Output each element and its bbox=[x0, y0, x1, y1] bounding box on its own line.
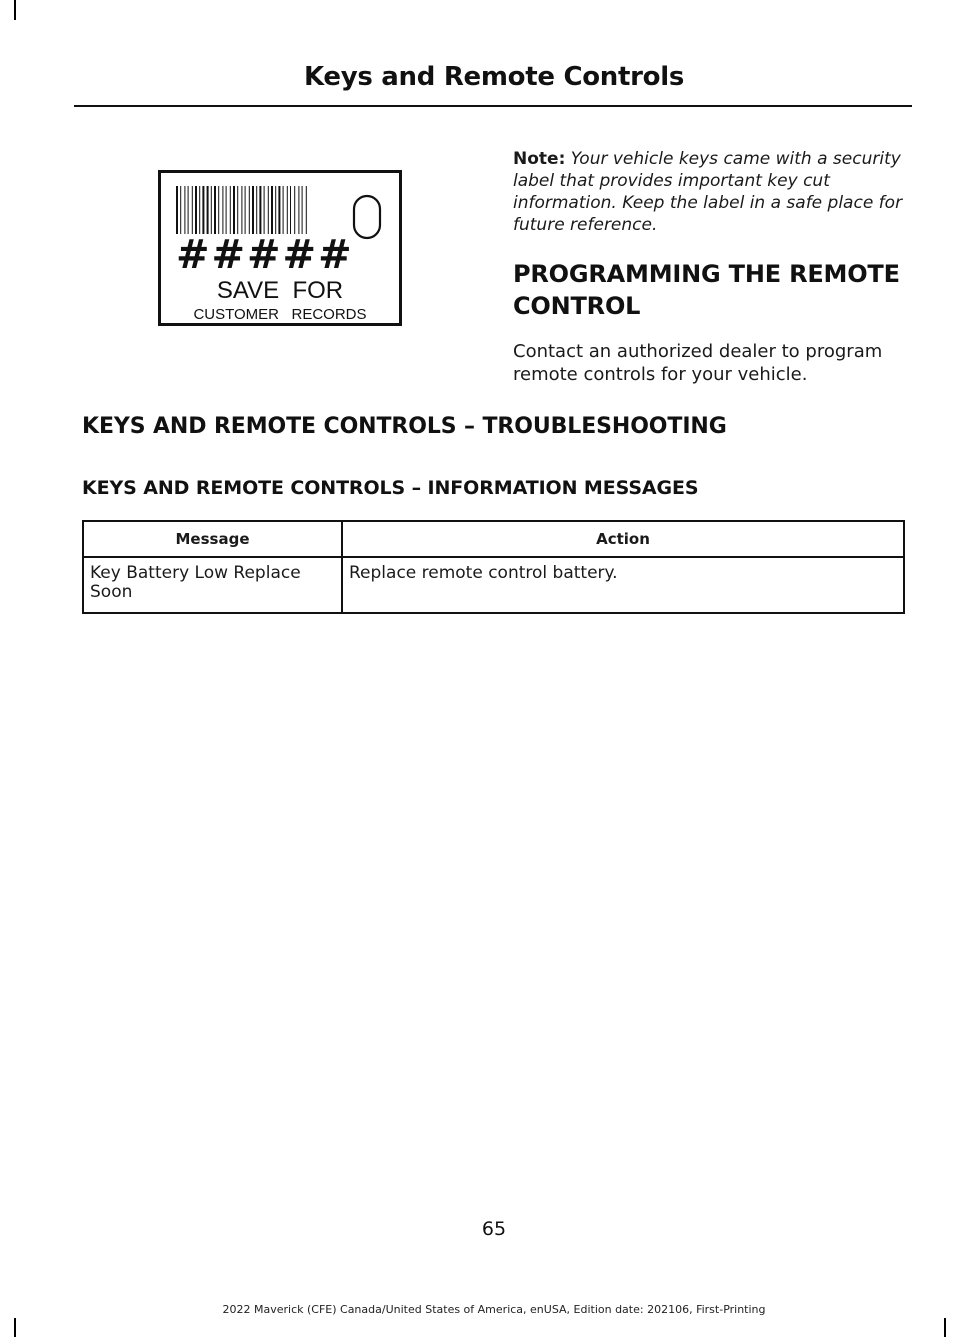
barcode-bar bbox=[268, 186, 269, 234]
page-number: 65 bbox=[481, 1218, 507, 1240]
table-row bbox=[83, 557, 904, 613]
barcode-bar bbox=[275, 186, 276, 234]
save-for-text: SAVE FOR bbox=[216, 277, 344, 304]
barcode-bar bbox=[245, 186, 246, 234]
barcode-bar bbox=[214, 186, 216, 234]
barcode-bar bbox=[264, 186, 265, 234]
security-code-placeholder: ##### bbox=[176, 232, 354, 278]
barcode-bar bbox=[211, 186, 212, 234]
barcode-bar bbox=[252, 186, 254, 234]
security-note bbox=[513, 148, 908, 236]
barcode-bar bbox=[207, 186, 209, 234]
programming-heading bbox=[513, 258, 913, 322]
barcode-bar bbox=[180, 186, 181, 234]
crop-mark-top-left bbox=[14, 0, 16, 20]
barcode-bar bbox=[271, 186, 273, 234]
note-text: Your vehicle keys came with a security label that provides important key cut information. Keep the label in a safe place for future reference. bbox=[513, 149, 903, 235]
barcode-bar bbox=[298, 186, 299, 234]
barcode-bar bbox=[259, 186, 261, 234]
barcode-bar bbox=[226, 186, 227, 234]
action-cell: Replace remote control battery. bbox=[342, 557, 904, 613]
barcode-bar bbox=[184, 186, 185, 234]
barcode-bar bbox=[302, 186, 303, 234]
programming-heading-line2: CONTROL bbox=[513, 292, 641, 320]
barcode-bar bbox=[176, 186, 178, 234]
column-header-message: Message bbox=[83, 521, 342, 557]
barcode-bar bbox=[278, 186, 280, 234]
note-lead: Note: bbox=[513, 149, 566, 169]
barcode-bar bbox=[218, 186, 219, 234]
customer-records-text: CUSTOMER RECORDS bbox=[193, 306, 367, 323]
page-header-title: Keys and Remote Controls bbox=[304, 62, 684, 92]
barcode-bar bbox=[233, 186, 235, 234]
programming-body: Contact an authorized dealer to program remote controls for your vehicle. bbox=[513, 341, 883, 385]
crop-mark-bottom-right bbox=[944, 1318, 946, 1337]
security-label-illustration bbox=[158, 170, 402, 326]
information-messages-heading: KEYS AND REMOTE CONTROLS – INFORMATION MESSAGES bbox=[82, 477, 699, 499]
barcode-bar bbox=[188, 186, 189, 234]
barcode-bar bbox=[199, 186, 200, 234]
troubleshooting-heading: KEYS AND REMOTE CONTROLS – TROUBLESHOOTING bbox=[82, 414, 727, 439]
page-footer: 2022 Maverick (CFE) Canada/United States of America, enUSA, Edition date: 202106, First-Printing bbox=[222, 1303, 766, 1316]
barcode-bar bbox=[287, 186, 288, 234]
information-messages-table bbox=[82, 520, 905, 614]
crop-mark-bottom-left bbox=[14, 1318, 16, 1337]
barcode-bar bbox=[306, 186, 307, 234]
barcode-bar bbox=[202, 186, 204, 234]
header-divider bbox=[74, 105, 912, 107]
barcode-bar bbox=[283, 186, 284, 234]
barcode-bar bbox=[249, 186, 250, 234]
barcode-bar bbox=[241, 186, 242, 234]
barcode-bar bbox=[192, 186, 193, 234]
programming-heading-line1: PROGRAMMING THE REMOTE bbox=[513, 260, 900, 288]
barcode-bar bbox=[230, 186, 231, 234]
barcode-bar bbox=[237, 186, 238, 234]
message-cell: Key Battery Low Replace Soon bbox=[83, 557, 342, 613]
barcode-bar bbox=[222, 186, 223, 234]
barcode-bar bbox=[290, 186, 291, 234]
table-header-row bbox=[83, 521, 904, 557]
barcode-bar bbox=[294, 186, 295, 234]
barcode-bar bbox=[256, 186, 257, 234]
column-header-action: Action bbox=[342, 521, 904, 557]
barcode-bar bbox=[195, 186, 197, 234]
